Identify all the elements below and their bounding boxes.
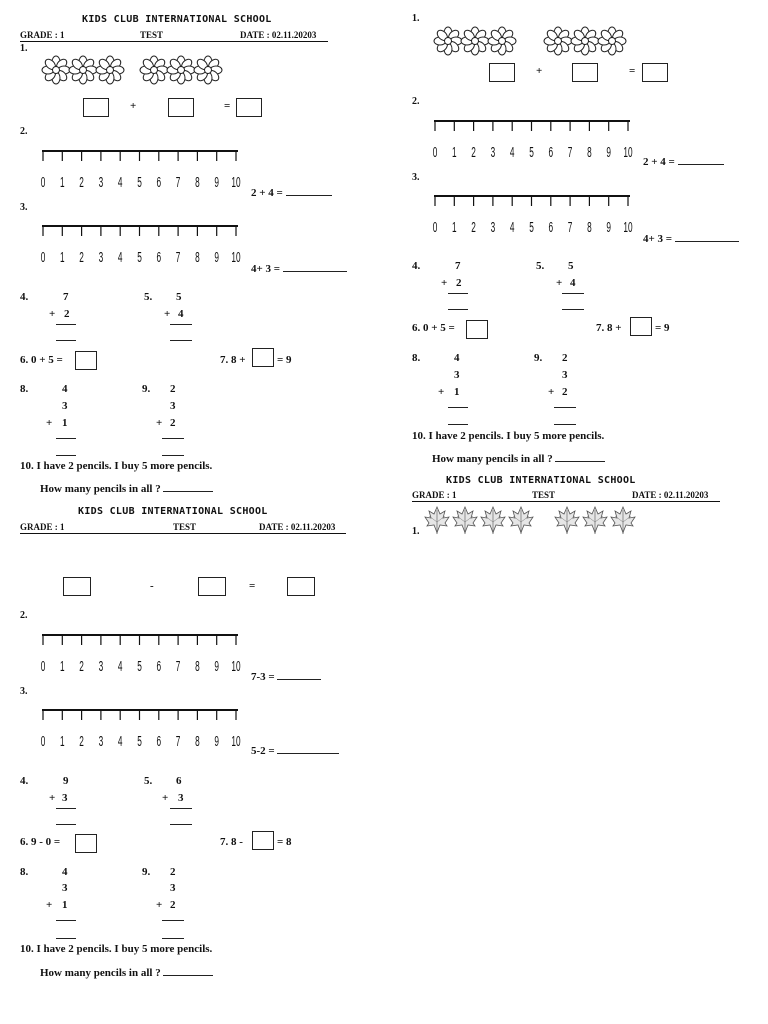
question-8-number: 8.	[20, 866, 29, 878]
school-name: KIDS CLUB INTERNATIONAL SCHOOL	[82, 14, 272, 25]
answer-line	[554, 424, 576, 425]
answer-line	[56, 340, 76, 341]
header-underline	[412, 490, 720, 502]
test-label: TEST	[140, 30, 164, 40]
question-8-number: 8.	[20, 383, 29, 395]
question-4-number: 4.	[20, 775, 29, 787]
answer-box[interactable]	[489, 63, 515, 82]
leaves-svg	[422, 504, 538, 536]
flower-icon	[42, 56, 70, 84]
question-1-number: 1.	[412, 526, 420, 537]
number-line-label: 7	[175, 732, 181, 750]
test-label: TEST	[532, 490, 556, 500]
answer-line	[562, 309, 584, 310]
flower-icon	[488, 27, 516, 55]
question-3-number: 3.	[20, 686, 28, 697]
answer-line	[56, 824, 76, 825]
number-line-label: 0	[40, 173, 46, 191]
number-line-svg	[40, 147, 240, 195]
question-9-a: 2	[562, 352, 568, 364]
flower-icon	[544, 27, 572, 55]
answer-line	[56, 808, 76, 809]
number-line-svg	[40, 631, 240, 679]
number-line-label: 1	[452, 143, 457, 161]
question-8-b: 3	[454, 369, 460, 381]
question-7-prefix: 7. 8 +	[220, 354, 246, 366]
answer-line	[170, 324, 192, 325]
question-5-top: 5	[176, 291, 182, 303]
number-line-label: 7	[567, 143, 573, 161]
number-line-label: 8	[195, 732, 200, 750]
question-3-expression: 4+ 3 =	[251, 262, 347, 275]
question-9-b: 3	[562, 369, 568, 381]
question-4-bottom: 2	[456, 277, 462, 289]
question-4-number: 4.	[20, 291, 29, 303]
question-8-b: 3	[62, 400, 68, 412]
number-line-svg	[432, 192, 632, 240]
question-8-c: 1	[454, 386, 460, 398]
question-5-bottom: 4	[570, 277, 576, 289]
grade-label: GRADE : 1	[20, 30, 65, 40]
leaves-svg	[552, 504, 639, 536]
answer-box[interactable]	[168, 98, 194, 117]
equals-sign: =	[629, 65, 636, 77]
question-8-plus: +	[438, 386, 445, 398]
date-label: DATE : 02.11.20203	[632, 490, 709, 500]
number-line-label: 5	[137, 657, 142, 675]
answer-box[interactable]	[287, 577, 315, 596]
answer-line	[56, 920, 76, 921]
question-2-expression: 2 + 4 =	[251, 186, 332, 199]
question-9-plus: +	[156, 899, 163, 911]
answer-line	[56, 455, 76, 456]
flower-icon	[461, 27, 489, 55]
number-line-svg	[40, 706, 240, 754]
flowers-svg	[140, 55, 224, 85]
question-7-suffix: = 9	[655, 322, 670, 334]
school-name: KIDS CLUB INTERNATIONAL SCHOOL	[78, 506, 268, 517]
question-4-top: 9	[63, 775, 69, 787]
number-line-label: 3	[98, 732, 104, 750]
number-line-label: 10	[231, 657, 241, 675]
question-4-plus: +	[49, 308, 56, 320]
school-name: KIDS CLUB INTERNATIONAL SCHOOL	[446, 475, 636, 486]
question-5-number: 5.	[144, 291, 153, 303]
flower-icon	[69, 56, 97, 84]
question-3-number: 3.	[412, 172, 420, 183]
number-line-label: 8	[195, 173, 200, 191]
number-line-label: 3	[98, 248, 104, 266]
answer-line	[448, 407, 468, 408]
number-line-label: 9	[606, 143, 611, 161]
number-line-svg	[40, 222, 240, 270]
number-line-label: 10	[623, 218, 633, 236]
maple-leaf-icon	[583, 507, 607, 534]
question-10-line2: How many pencils in all ?	[432, 452, 605, 465]
number-line-label: 0	[40, 657, 46, 675]
question-10-line1: 10. I have 2 pencils. I buy 5 more pencils.	[20, 460, 213, 472]
question-7-suffix: = 9	[277, 354, 292, 366]
number-line-label: 5	[137, 173, 142, 191]
number-line-label: 8	[587, 218, 592, 236]
number-line-label: 7	[175, 248, 181, 266]
number-line-label: 5	[137, 732, 142, 750]
question-4-top: 7	[455, 260, 461, 272]
maple-leaf-icon	[555, 507, 579, 534]
grade-label: GRADE : 1	[20, 522, 65, 532]
number-line-label: 2	[79, 732, 84, 750]
answer-line	[554, 407, 576, 408]
number-line-label: 3	[98, 173, 104, 191]
equals-sign: =	[224, 100, 231, 112]
maple-leaf-icon	[425, 507, 449, 534]
answer-line	[170, 340, 192, 341]
number-line-label: 9	[214, 657, 219, 675]
question-3-expression: 4+ 3 =	[643, 232, 739, 245]
question-8-a: 4	[454, 352, 460, 364]
answer-box[interactable]	[572, 63, 598, 82]
number-line-label: 0	[432, 218, 438, 236]
date-label: DATE : 02.11.20203	[240, 30, 317, 40]
number-line-label: 8	[587, 143, 592, 161]
question-2-expression: 2 + 4 =	[643, 155, 724, 168]
question-10-line2: How many pencils in all ?	[40, 482, 213, 495]
answer-line	[162, 938, 184, 939]
question-9-c: 2	[170, 417, 176, 429]
answer-box[interactable]	[75, 834, 97, 853]
question-5-number: 5.	[536, 260, 545, 272]
number-line-label: 7	[567, 218, 573, 236]
answer-box[interactable]	[252, 348, 274, 367]
question-3-expression: 5-2 =	[251, 744, 339, 757]
number-line-label: 5	[137, 248, 142, 266]
question-5-number: 5.	[144, 775, 153, 787]
question-10-line1: 10. I have 2 pencils. I buy 5 more pencils.	[20, 943, 213, 955]
answer-box[interactable]	[198, 577, 226, 596]
number-line-label: 1	[60, 248, 65, 266]
answer-line	[162, 438, 184, 439]
question-5-top: 5	[568, 260, 574, 272]
question-5-plus: +	[162, 792, 169, 804]
question-7-suffix: = 8	[277, 836, 292, 848]
answer-box[interactable]	[642, 63, 668, 82]
question-5-top: 6	[176, 775, 182, 787]
question-5-plus: +	[556, 277, 563, 289]
answer-line	[56, 938, 76, 939]
question-8-a: 4	[62, 383, 68, 395]
question-9-c: 2	[170, 899, 176, 911]
question-7-prefix: 7. 8 -	[220, 836, 243, 848]
flower-icon	[194, 56, 222, 84]
test-label: TEST	[173, 522, 197, 532]
number-line-label: 10	[231, 173, 241, 191]
question-6-expression: 6. 0 + 5 =	[412, 322, 455, 334]
number-line-label: 6	[156, 173, 162, 191]
number-line-label: 2	[79, 657, 84, 675]
number-line-label: 0	[432, 143, 438, 161]
question-10-line1: 10. I have 2 pencils. I buy 5 more pencils.	[412, 430, 605, 442]
question-9-b: 3	[170, 400, 176, 412]
question-8-b: 3	[62, 882, 68, 894]
question-5-bottom: 3	[178, 792, 184, 804]
flower-icon	[598, 27, 626, 55]
question-2-expression: 7-3 =	[251, 670, 321, 683]
question-4-bottom: 3	[62, 792, 68, 804]
number-line-label: 4	[117, 732, 123, 750]
question-5-bottom: 4	[178, 308, 184, 320]
question-4-plus: +	[441, 277, 448, 289]
number-line-label: 6	[156, 657, 162, 675]
flowers-svg	[42, 55, 126, 85]
question-5-plus: +	[164, 308, 171, 320]
number-line-label: 10	[231, 732, 241, 750]
question-9-c: 2	[562, 386, 568, 398]
number-line-label: 6	[156, 248, 162, 266]
number-line-label: 7	[175, 657, 181, 675]
number-line-label: 2	[79, 173, 84, 191]
number-line-label: 3	[490, 143, 496, 161]
number-line-label: 1	[60, 732, 65, 750]
question-10-line2: How many pencils in all ?	[40, 966, 213, 979]
maple-leaf-icon	[453, 507, 477, 534]
number-line-label: 9	[606, 218, 611, 236]
question-3-number: 3.	[20, 202, 28, 213]
question-4-top: 7	[63, 291, 69, 303]
answer-box[interactable]	[630, 317, 652, 336]
question-9-number: 9.	[534, 352, 543, 364]
number-line-label: 8	[195, 657, 200, 675]
number-line-label: 1	[60, 657, 65, 675]
question-4-bottom: 2	[64, 308, 70, 320]
number-line-svg	[432, 117, 632, 165]
number-line-label: 4	[117, 248, 123, 266]
number-line-label: 2	[471, 218, 476, 236]
number-line-label: 0	[40, 248, 46, 266]
number-line-label: 1	[60, 173, 65, 191]
question-8-a: 4	[62, 866, 68, 878]
question-1-number: 1.	[20, 43, 28, 54]
answer-line	[162, 920, 184, 921]
answer-line	[170, 808, 192, 809]
number-line-label: 4	[509, 218, 515, 236]
answer-line	[448, 424, 468, 425]
number-line-label: 4	[117, 173, 123, 191]
question-8-c: 1	[62, 899, 68, 911]
answer-line	[448, 309, 468, 310]
flowers-svg	[434, 26, 518, 56]
header-underline	[20, 30, 328, 42]
answer-box[interactable]	[83, 98, 109, 117]
flower-icon	[140, 56, 168, 84]
number-line-label: 5	[529, 143, 534, 161]
question-9-plus: +	[548, 386, 555, 398]
question-4-plus: +	[49, 792, 56, 804]
maple-leaf-icon	[509, 507, 533, 534]
number-line-label: 4	[117, 657, 123, 675]
plus-sign: +	[536, 65, 543, 77]
answer-line	[562, 293, 584, 294]
question-8-plus: +	[46, 899, 53, 911]
question-9-number: 9.	[142, 866, 151, 878]
number-line-label: 5	[529, 218, 534, 236]
flowers-svg	[544, 26, 628, 56]
answer-line	[162, 455, 184, 456]
number-line-label: 10	[623, 143, 633, 161]
question-1-number: 1.	[412, 13, 420, 24]
number-line-label: 1	[452, 218, 457, 236]
number-line-label: 2	[79, 248, 84, 266]
number-line-label: 6	[548, 218, 554, 236]
number-line-label: 0	[40, 732, 46, 750]
number-line-label: 8	[195, 248, 200, 266]
number-line-label: 9	[214, 732, 219, 750]
question-8-c: 1	[62, 417, 68, 429]
question-9-plus: +	[156, 417, 163, 429]
answer-line	[170, 824, 192, 825]
question-9-b: 3	[170, 882, 176, 894]
answer-box[interactable]	[252, 831, 274, 850]
date-label: DATE : 02.11.20203	[259, 522, 336, 532]
number-line-label: 3	[490, 218, 496, 236]
number-line-label: 3	[98, 657, 104, 675]
flower-icon	[571, 27, 599, 55]
number-line-label: 7	[175, 173, 181, 191]
plus-sign: +	[130, 100, 137, 112]
number-line-label: 9	[214, 173, 219, 191]
number-line-label: 6	[548, 143, 554, 161]
answer-line	[56, 438, 76, 439]
question-2-number: 2.	[20, 126, 28, 137]
header-underline	[20, 522, 346, 534]
number-line-label: 2	[471, 143, 476, 161]
question-6-expression: 6. 9 - 0 =	[20, 836, 61, 848]
answer-line	[448, 293, 468, 294]
answer-box[interactable]	[75, 351, 97, 370]
question-4-number: 4.	[412, 260, 421, 272]
question-8-plus: +	[46, 417, 53, 429]
question-9-a: 2	[170, 383, 176, 395]
question-2-number: 2.	[20, 610, 28, 621]
question-6-expression: 6. 0 + 5 =	[20, 354, 63, 366]
number-line-label: 4	[509, 143, 515, 161]
answer-box[interactable]	[63, 577, 91, 596]
question-2-number: 2.	[412, 96, 420, 107]
answer-box[interactable]	[236, 98, 262, 117]
number-line-label: 6	[156, 732, 162, 750]
maple-leaf-icon	[481, 507, 505, 534]
flower-icon	[96, 56, 124, 84]
number-line-label: 10	[231, 248, 241, 266]
minus-sign: -	[150, 580, 154, 592]
equals-sign: =	[249, 580, 256, 592]
question-8-number: 8.	[412, 352, 421, 364]
number-line-label: 9	[214, 248, 219, 266]
question-9-number: 9.	[142, 383, 151, 395]
flower-icon	[434, 27, 462, 55]
question-7-prefix: 7. 8 +	[596, 322, 622, 334]
answer-line	[56, 324, 76, 325]
question-9-a: 2	[170, 866, 176, 878]
answer-box[interactable]	[466, 320, 488, 339]
flower-icon	[167, 56, 195, 84]
grade-label: GRADE : 1	[412, 490, 457, 500]
maple-leaf-icon	[611, 507, 635, 534]
